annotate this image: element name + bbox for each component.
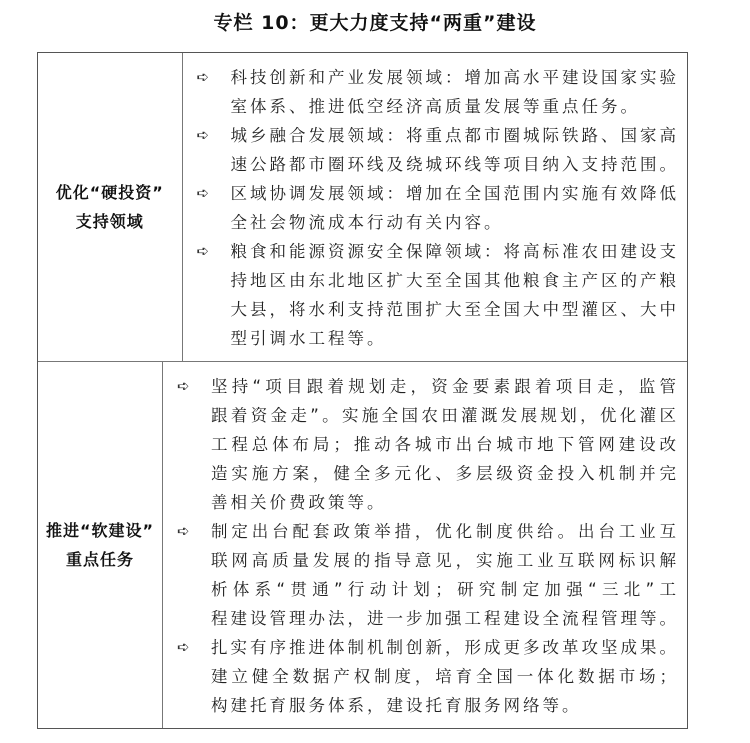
item-text-line: 扎实有序推进体制机制创新，形成更多改革攻坚成果。 (211, 638, 679, 657)
row-content (163, 362, 687, 728)
list-item (197, 179, 680, 237)
row-label-line: 支持领域 (75, 212, 144, 231)
item-text-line: 程建设管理办法，进一步加强工程建设全流程管理等。 (211, 609, 679, 628)
list-item (197, 237, 680, 353)
item-text-line: 建立健全数据产权制度，培育全国一体化数据市场； (211, 667, 679, 686)
list-item (177, 372, 679, 517)
item-text-line: 全社会物流成本行动有关内容。 (230, 213, 504, 232)
item-text-line: 跟着资金走”。实施全国农田灌溉发展规划，优化灌区 (211, 406, 679, 425)
row-label-line: 重点任务 (65, 550, 134, 569)
diamond-arrow-icon: ➪ (196, 242, 210, 260)
item-text-line: 区域协调发展领域：增加在全国范围内实施有效降低 (230, 184, 679, 203)
item-text-line: 城乡融合发展领域：将重点都市圈城际铁路、国家高 (230, 126, 679, 145)
list-item (177, 633, 679, 720)
column-table (37, 52, 688, 729)
diamond-arrow-icon: ➪ (177, 638, 190, 656)
list-item (197, 121, 680, 179)
item-text-line: 善相关价费政策等。 (211, 493, 387, 512)
item-text-line: 坚持“项目跟着规划走，资金要素跟着项目走，监管 (211, 377, 679, 396)
item-text-line: 粮食和能源资源安全保障领域：将高标准农田建设支 (230, 242, 679, 261)
row-content (183, 53, 688, 361)
list-item (177, 517, 679, 633)
item-text-line: 析体系“贯通”行动计划；研究制定加强“三北”工 (211, 580, 679, 599)
item-text-line: 速公路都市圈环线及绕城环线等项目纳入支持范围。 (230, 155, 679, 174)
list-item (197, 63, 680, 121)
item-text-line: 工程总体布局；推动各城市出台城市地下管网建设改 (211, 435, 679, 454)
row-label (38, 53, 183, 361)
diamond-arrow-icon: ➪ (196, 126, 210, 144)
row-label-line: 推进“软建设” (45, 521, 155, 540)
item-text-line: 构建托育服务体系，建设托育服务网络等。 (211, 696, 582, 715)
item-text-line: 制定出台配套政策举措，优化制度供给。出台工业互 (211, 522, 679, 541)
table-row (38, 361, 687, 728)
row-label-line: 优化“硬投资” (55, 183, 164, 202)
item-text-line: 科技创新和产业发展领域：增加高水平建设国家实验 (230, 68, 679, 87)
table-row (38, 53, 687, 361)
item-text-line: 室体系、推进低空经济高质量发展等重点任务。 (230, 97, 640, 116)
item-text-line: 持地区由东北地区扩大至全国其他粮食主产区的产粮 (230, 271, 679, 290)
diamond-arrow-icon: ➪ (196, 68, 210, 86)
item-text-line: 联网高质量发展的指导意见，实施工业互联网标识解 (211, 551, 679, 570)
diamond-arrow-icon: ➪ (177, 522, 190, 540)
row-label (38, 362, 163, 728)
item-text-line: 造实施方案，健全多元化、多层级资金投入机制并完 (211, 464, 679, 483)
item-text-line: 型引调水工程等。 (230, 329, 387, 348)
diamond-arrow-icon: ➪ (177, 377, 190, 395)
diamond-arrow-icon: ➪ (196, 184, 210, 202)
page-title: 专栏 10：更大力度支持“两重”建设 (213, 12, 537, 34)
item-text-line: 大县，将水利支持范围扩大至全国大中型灌区、大中 (230, 300, 679, 319)
